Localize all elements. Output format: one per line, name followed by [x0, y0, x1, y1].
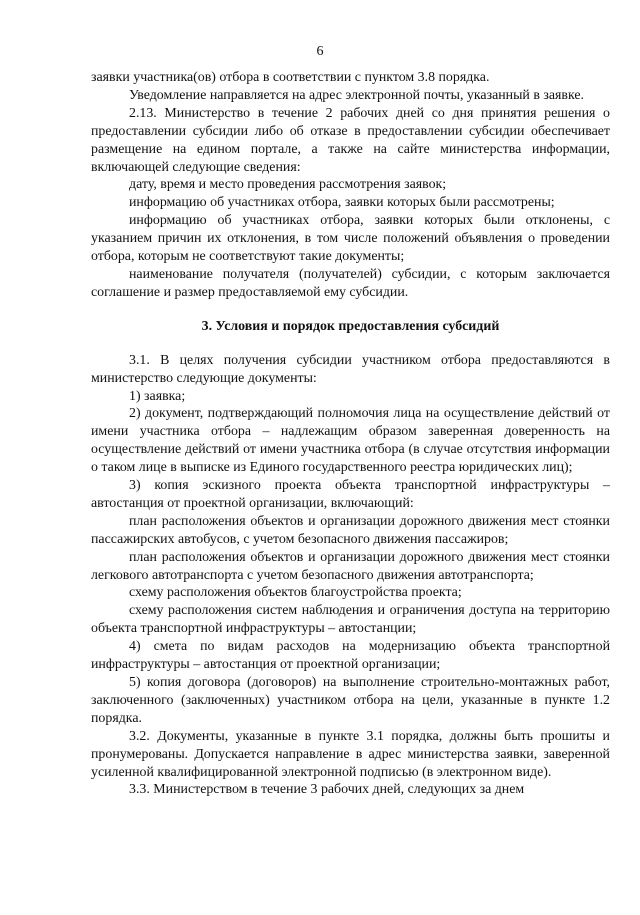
paragraph: наименование получателя (получателей) субсидии, с которым заключается соглашение и размер предоставляемой ему субсидии. — [91, 266, 610, 300]
paragraph: 2.13. Министерство в течение 2 рабочих дней со дня принятия решения о предоставлении субсидии либо об отказе в предоставлении субсидии обеспечивает размещение на едином портале, а также на сайте министерства информации, включающей следующие сведения: — [91, 105, 610, 175]
paragraph: план расположения объектов и организации дорожного движения мест стоянки легкового автотранспорта с учетом безопасного движения автотранспорта; — [91, 549, 610, 583]
paragraph: 2) документ, подтверждающий полномочия лица на осуществление действий от имени участника отбора – надлежащим образом заверенная доверенность на осуществление действий от имени участника отбора (в случае отсутствия информации о таком лице в выписке из Единого государственного реестра юридических лиц); — [91, 406, 610, 476]
section-heading: 3. Условия и порядок предоставления субсидий — [201, 318, 500, 334]
paragraph: информацию об участниках отбора, заявки которых были рассмотрены; — [129, 195, 555, 211]
paragraph: схему расположения систем наблюдения и ограничения доступа на территорию объекта транспортной инфраструктуры – автостанции; — [91, 603, 610, 637]
paragraph: 4) смета по видам расходов на модернизацию объекта транспортной инфраструктуры – автостанция от проектной организации; — [91, 639, 610, 673]
paragraph: 3.1. В целях получения субсидии участником отбора предоставляются в министерство следующие документы: — [91, 352, 610, 386]
page-number: 6 — [316, 44, 324, 59]
paragraph: Уведомление направляется на адрес электронной почты, указанный в заявке. — [129, 87, 585, 103]
paragraph: план расположения объектов и организации дорожного движения мест стоянки пассажирских автобусов, с учетом безопасного движения пассажиров; — [91, 513, 610, 547]
paragraph: схему расположения объектов благоустройства проекта; — [129, 585, 462, 601]
paragraph: 3.3. Министерством в течение 3 рабочих дней, следующих за днем — [129, 782, 525, 798]
paragraph: 1) заявка; — [129, 388, 186, 404]
paragraph: информацию об участниках отбора, заявки которых были отклонены, с указанием причин их отклонения, в том числе положений объявления о проведении отбора, которым не соответствуют такие документы; — [91, 213, 610, 265]
document-body — [91, 69, 610, 799]
paragraph: 3.2. Документы, указанные в пункте 3.1 порядка, должны быть прошиты и пронумерованы. Допускается направление в адрес министерства заявки, заверенной усиленной квалифицированной электронной подписью (в электронном виде). — [91, 728, 610, 780]
paragraph: заявки участника(ов) отбора в соответствии с пунктом 3.8 порядка. — [91, 70, 490, 85]
paragraph: 5) копия договора (договоров) на выполнение строительно-монтажных работ, заключенного (заключенных) участником отбора на цели, указанные в пункте 1.2 порядка. — [91, 675, 610, 726]
paragraph: 3) копия эскизного проекта объекта транспортной инфраструктуры – автостанция от проектной организации, включающий: — [91, 478, 610, 511]
paragraph: дату, время и место проведения рассмотрения заявок; — [129, 177, 447, 193]
